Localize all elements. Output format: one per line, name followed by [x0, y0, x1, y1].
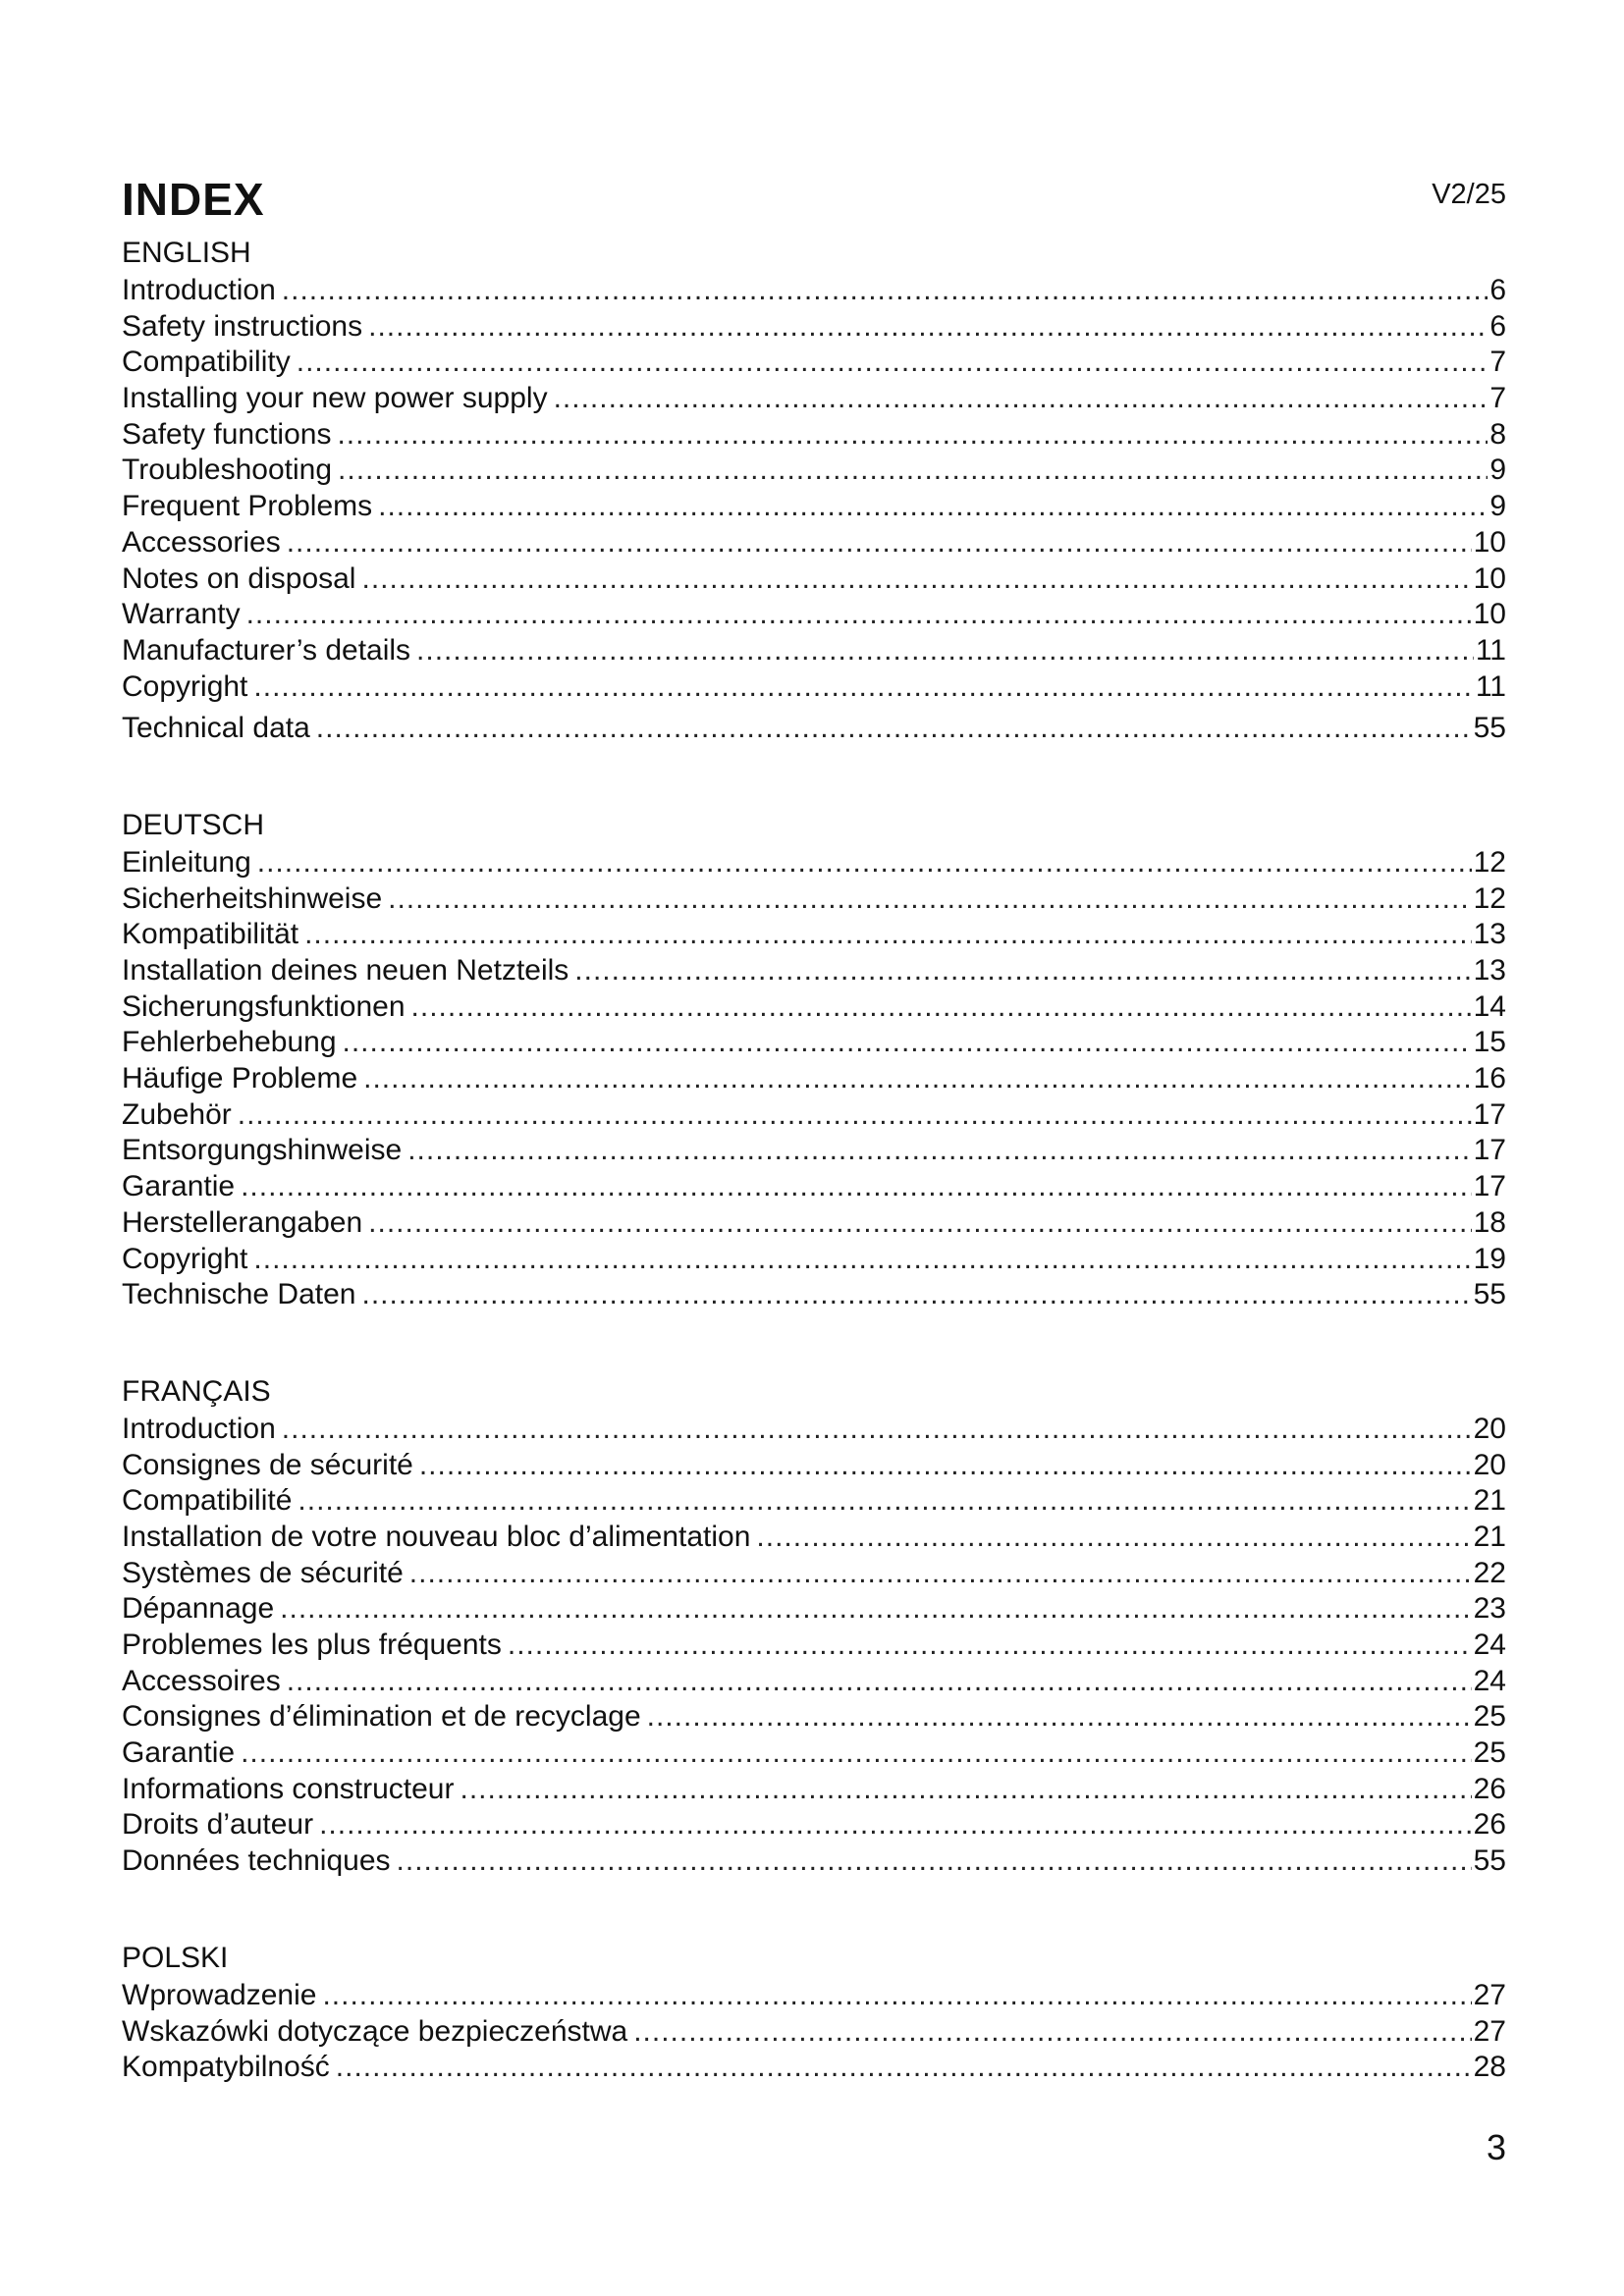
- toc-entry[interactable]: [122, 989, 1506, 1026]
- toc-entry-page-number: 24: [1473, 1629, 1506, 1661]
- dot-leader: [319, 1807, 1472, 1843]
- version-label: V2/25: [1432, 179, 1506, 210]
- page-title: INDEX: [122, 174, 265, 225]
- toc-entry-page-number: 20: [1473, 1448, 1506, 1481]
- dot-leader: [361, 1277, 1471, 1313]
- section-heading: FRANÇAIS: [122, 1374, 271, 1408]
- toc-entry-page-number: 26: [1473, 1808, 1506, 1842]
- toc-entry-page-number: 15: [1473, 1026, 1506, 1059]
- dot-leader: [574, 953, 1471, 989]
- toc-entry[interactable]: [122, 1520, 1506, 1556]
- toc-entry-page-number: 16: [1473, 1062, 1506, 1095]
- toc-entry-page-number: 9: [1489, 490, 1506, 523]
- toc-entry-page-number: 21: [1473, 1520, 1506, 1553]
- toc-entry-page-number: 10: [1473, 598, 1506, 631]
- index-page: [122, 147, 1506, 2086]
- toc-entry[interactable]: [122, 309, 1506, 346]
- dot-leader: [257, 845, 1472, 881]
- toc-entry[interactable]: [122, 1807, 1506, 1843]
- toc-entry[interactable]: [122, 2050, 1506, 2086]
- dot-leader: [241, 1169, 1472, 1205]
- toc-entry-list: [122, 1412, 1506, 1880]
- toc-entry[interactable]: [122, 1061, 1506, 1097]
- toc-entry-page-number: 6: [1489, 274, 1506, 306]
- toc-entry-label: Problemes les plus fréquents: [122, 1629, 502, 1661]
- toc-entry[interactable]: [122, 845, 1506, 881]
- dot-leader: [246, 597, 1472, 633]
- toc-entry[interactable]: [122, 1097, 1506, 1134]
- toc-entry-page-number: 11: [1475, 669, 1506, 703]
- toc-entry-label: Copyright: [122, 669, 248, 703]
- toc-entry[interactable]: [122, 417, 1506, 454]
- toc-entry-page-number: 27: [1473, 2014, 1506, 2048]
- dot-leader: [411, 989, 1472, 1026]
- toc-entry[interactable]: [122, 881, 1506, 918]
- toc-entry-label: Droits d’auteur: [122, 1808, 314, 1842]
- toc-entry-page-number: 28: [1473, 2051, 1506, 2084]
- toc-entry-label: Consignes d’élimination et de recyclage: [122, 1700, 641, 1734]
- dot-leader: [316, 711, 1472, 747]
- toc-entry[interactable]: [122, 1025, 1506, 1061]
- toc-entry-page-number: 20: [1473, 1412, 1506, 1445]
- toc-entry-label: Warranty: [122, 598, 241, 631]
- toc-entry-label: Copyright: [122, 1242, 248, 1275]
- dot-leader: [297, 345, 1489, 381]
- page-number: 3: [1486, 2127, 1506, 2167]
- dot-leader: [368, 309, 1488, 346]
- dot-leader: [397, 1843, 1472, 1880]
- toc-entry-label: Introduction: [122, 274, 276, 306]
- dot-leader: [287, 525, 1472, 561]
- toc-entry-page-number: 17: [1473, 1170, 1506, 1203]
- toc-entry[interactable]: [122, 1843, 1506, 1880]
- toc-entry[interactable]: [122, 1978, 1506, 2014]
- toc-entry[interactable]: [122, 1591, 1506, 1628]
- section-heading: POLSKI: [122, 1941, 229, 1974]
- dot-leader: [409, 1556, 1472, 1592]
- toc-entry[interactable]: [122, 525, 1506, 561]
- dot-leader: [378, 489, 1488, 525]
- dot-leader: [363, 1061, 1471, 1097]
- toc-entry-label: Wprowadzenie: [122, 1978, 317, 2011]
- toc-entry-label: Compatibilité: [122, 1484, 293, 1518]
- toc-entry[interactable]: [122, 953, 1506, 989]
- toc-entry[interactable]: [122, 1205, 1506, 1242]
- toc-entry-label: Installing your new power supply: [122, 382, 548, 415]
- dot-leader: [633, 2014, 1471, 2051]
- toc-entry-page-number: 17: [1473, 1134, 1506, 1167]
- toc-entry-label: Fehlerbehebung: [122, 1026, 337, 1059]
- section-heading: DEUTSCH: [122, 808, 265, 841]
- toc-entry[interactable]: [122, 597, 1506, 633]
- toc-entry[interactable]: [122, 1556, 1506, 1592]
- toc-entry-label: Troubleshooting: [122, 454, 333, 487]
- toc-entry-label: Manufacturer’s details: [122, 633, 411, 667]
- toc-entry-page-number: 55: [1473, 1278, 1506, 1311]
- toc-entry-page-number: 21: [1473, 1484, 1506, 1518]
- toc-entry-label: Kompatibilität: [122, 918, 299, 951]
- toc-section-franais: [122, 1374, 1506, 1880]
- toc-entry[interactable]: [122, 1169, 1506, 1205]
- toc-entry-page-number: 10: [1473, 525, 1506, 559]
- toc-entry-page-number: 17: [1473, 1097, 1506, 1131]
- dot-leader: [282, 273, 1489, 309]
- toc-entry[interactable]: [122, 489, 1506, 525]
- toc-entry-label: Accessoires: [122, 1664, 281, 1697]
- toc-entry[interactable]: [122, 273, 1506, 309]
- toc-entry-page-number: 25: [1473, 1700, 1506, 1734]
- toc-entry-page-number: 10: [1473, 561, 1506, 595]
- toc-entry-label: Häufige Probleme: [122, 1062, 358, 1095]
- toc-entry-page-number: 7: [1489, 346, 1506, 379]
- toc-entry[interactable]: [122, 381, 1506, 417]
- toc-entry[interactable]: [122, 1133, 1506, 1169]
- toc-entry-page-number: 13: [1473, 954, 1506, 987]
- toc-entry-page-number: 8: [1489, 417, 1506, 451]
- toc-entry-page-number: 25: [1473, 1736, 1506, 1770]
- dot-leader: [280, 1591, 1471, 1628]
- toc-entry-page-number: 7: [1489, 382, 1506, 415]
- toc-entry[interactable]: [122, 561, 1506, 598]
- toc-entry[interactable]: [122, 633, 1506, 669]
- toc-entry[interactable]: [122, 1628, 1506, 1664]
- toc-entry-label: Systèmes de sécurité: [122, 1556, 404, 1589]
- toc-entry[interactable]: [122, 1735, 1506, 1772]
- toc-entry[interactable]: [122, 345, 1506, 381]
- toc-entry-page-number: 14: [1473, 989, 1506, 1023]
- dot-leader: [460, 1772, 1471, 1808]
- toc-section-polski: [122, 1941, 1506, 2086]
- dot-leader: [253, 669, 1473, 706]
- dot-leader: [287, 1664, 1472, 1700]
- toc-entry-page-number: 13: [1473, 918, 1506, 951]
- toc-entry[interactable]: [122, 711, 1506, 747]
- toc-entry[interactable]: [122, 1242, 1506, 1278]
- toc-entry-page-number: 6: [1489, 309, 1506, 343]
- dot-leader: [238, 1097, 1472, 1134]
- toc-entry-label: Informations constructeur: [122, 1772, 455, 1805]
- toc-entry-list: [122, 273, 1506, 747]
- toc-entry-label: Zubehör: [122, 1097, 232, 1131]
- toc-entry-label: Installation de votre nouveau bloc d’alimentation: [122, 1520, 751, 1553]
- toc-entry-label: Introduction: [122, 1412, 276, 1445]
- toc-entry[interactable]: [122, 1277, 1506, 1313]
- toc-entry[interactable]: [122, 453, 1506, 489]
- toc-entry-page-number: 19: [1473, 1242, 1506, 1275]
- toc-entry-page-number: 12: [1473, 845, 1506, 879]
- dot-leader: [368, 1205, 1471, 1242]
- toc-entry-page-number: 18: [1473, 1205, 1506, 1239]
- toc-entry-label: Sicherheitshinweise: [122, 881, 383, 915]
- toc-entry-page-number: 55: [1473, 1844, 1506, 1878]
- dot-leader: [304, 917, 1472, 953]
- dot-leader: [554, 381, 1489, 417]
- dot-leader: [253, 1242, 1471, 1278]
- toc-entry[interactable]: [122, 1772, 1506, 1808]
- dot-leader: [647, 1699, 1472, 1735]
- toc-entry-label: Dépannage: [122, 1592, 275, 1626]
- toc-entry-label: Einleitung: [122, 845, 251, 879]
- toc-entry-label: Consignes de sécurité: [122, 1448, 413, 1481]
- toc-entry[interactable]: [122, 917, 1506, 953]
- toc-entry-list: [122, 845, 1506, 1313]
- toc-entry-label: Accessories: [122, 525, 281, 559]
- dot-leader: [407, 1133, 1471, 1169]
- toc-entry-label: Kompatybilność: [122, 2051, 330, 2084]
- toc-entry[interactable]: [122, 669, 1506, 706]
- dot-leader: [282, 1412, 1472, 1448]
- toc-entry-label: Installation deines neuen Netzteils: [122, 954, 569, 987]
- dot-leader: [241, 1735, 1472, 1772]
- toc-entry-page-number: 23: [1473, 1592, 1506, 1626]
- dot-leader: [416, 633, 1474, 669]
- toc-entry-label: Entsorgungshinweise: [122, 1134, 403, 1167]
- toc-entry-label: Sicherungsfunktionen: [122, 989, 406, 1023]
- toc-entry-label: Frequent Problems: [122, 490, 373, 523]
- toc-entry-label: Wskazówki dotyczące bezpieczeństwa: [122, 2014, 628, 2048]
- dot-leader: [508, 1628, 1472, 1664]
- toc-entry-label: Herstellerangaben: [122, 1205, 363, 1239]
- toc-entry-page-number: 26: [1473, 1772, 1506, 1805]
- toc-entry-label: Technische Daten: [122, 1278, 356, 1311]
- toc-entry-label: Garantie: [122, 1736, 236, 1770]
- table-of-contents: [122, 236, 1506, 2086]
- dot-leader: [361, 561, 1471, 598]
- section-heading: ENGLISH: [122, 237, 251, 269]
- toc-entry-page-number: 9: [1489, 454, 1506, 487]
- dot-leader: [338, 453, 1488, 489]
- toc-entry-label: Safety instructions: [122, 309, 363, 343]
- dot-leader: [298, 1483, 1471, 1520]
- dot-leader: [756, 1520, 1471, 1556]
- toc-entry-list: [122, 1978, 1506, 2086]
- toc-entry-label: Données techniques: [122, 1844, 391, 1878]
- toc-section-deutsch: [122, 808, 1506, 1313]
- toc-entry-page-number: 12: [1473, 881, 1506, 915]
- toc-entry[interactable]: [122, 1412, 1506, 1448]
- toc-entry-label: Safety functions: [122, 417, 332, 451]
- toc-entry[interactable]: [122, 2014, 1506, 2051]
- toc-section-english: [122, 236, 1506, 747]
- page-header: [122, 147, 1506, 236]
- toc-entry-page-number: 22: [1473, 1556, 1506, 1589]
- dot-leader: [322, 1978, 1471, 2014]
- toc-entry[interactable]: [122, 1448, 1506, 1484]
- toc-entry-page-number: 24: [1473, 1664, 1506, 1697]
- toc-entry-label: Compatibility: [122, 346, 291, 379]
- dot-leader: [343, 1025, 1472, 1061]
- dot-leader: [419, 1448, 1472, 1484]
- toc-entry-page-number: 11: [1475, 633, 1506, 667]
- dot-leader: [337, 417, 1488, 454]
- toc-entry-label: Technical data: [122, 712, 310, 745]
- toc-entry-label: Garantie: [122, 1170, 236, 1203]
- toc-entry[interactable]: [122, 1699, 1506, 1735]
- dot-leader: [336, 2050, 1472, 2086]
- toc-entry[interactable]: [122, 1664, 1506, 1700]
- toc-entry-label: Notes on disposal: [122, 561, 356, 595]
- dot-leader: [388, 881, 1471, 918]
- toc-entry[interactable]: [122, 1483, 1506, 1520]
- toc-entry-page-number: 55: [1473, 712, 1506, 745]
- toc-entry-page-number: 27: [1473, 1978, 1506, 2011]
